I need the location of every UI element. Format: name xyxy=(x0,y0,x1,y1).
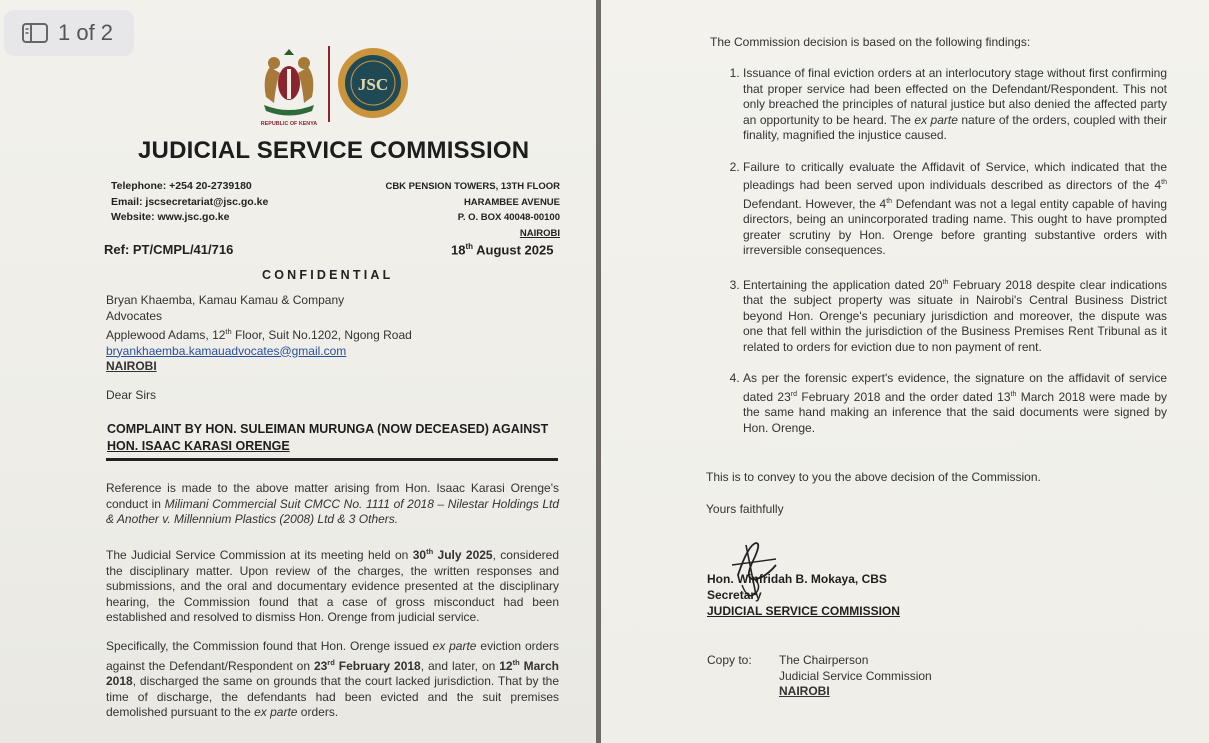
recipient-line: Bryan Khaemba, Kamau Kamau & Company xyxy=(106,293,345,307)
letter-page-2 xyxy=(601,0,1209,743)
contact-block xyxy=(111,179,268,226)
subject-heading xyxy=(107,421,548,455)
sidebar-icon xyxy=(22,23,48,43)
coat-of-arms-icon xyxy=(250,47,328,131)
finding-item: 1. Issuance of final eviction orders at an interlocutory stage without first confirming that proper service had been effected on the Defendant/Respondent. This not only breached the principles of natural justice but also denied the affected party an opportunity to be heard. The ex parte nature of the orders, coupled with their finality, magnified the injustice caused. xyxy=(743,66,1167,144)
finding-item: 2. Failure to critically evaluate the Affidavit of Service, which indicated that the pleadings had been served upon individuals described as directors of the 4th Defendant. However, the 4th Defendant was not a legal entity capable of having directors, being an unincorporated trading name. This ought to have prompted greater scrutiny by Hon. Orenge before granting substantive orders with irreversible consequences. xyxy=(743,160,1167,259)
finding-item: 4. As per the forensic expert's evidence, the signature on the affidavit of service dated 23rd February 2018 and the order dated 13th March 2018 were made by the same hand making an inference that the said documents were signed by Hon. Orenge. xyxy=(743,371,1167,436)
subject-line: HON. ISAAC KARASI ORENGE xyxy=(107,439,290,453)
address-city: NAIROBI xyxy=(519,227,560,239)
page-indicator[interactable] xyxy=(4,10,134,56)
recipient-email-link[interactable]: bryankhaemba.kamauadvocates@gmail.com xyxy=(106,343,347,358)
signer-org: JUDICIAL SERVICE COMMISSION xyxy=(707,604,900,618)
letterhead-divider xyxy=(328,46,330,122)
subject-line: COMPLAINT BY HON. SULEIMAN MURUNGA (NOW DECEASED) AGAINST xyxy=(107,422,549,436)
letter-page-1 xyxy=(0,0,596,743)
paragraph-findings: Specifically, the Commission found that Hon. Orenge issued ex parte eviction orders against the Defendant/Respondent on 23rd February 2018, and later, on 12th March 2018, discharged the same on grounds that the court lacked jurisdiction. That by the time of discharge, the defendants had been evicted and the suit premises demolished pursuant to the ex parte orders. xyxy=(106,639,560,719)
recipient-city: NAIROBI xyxy=(106,359,157,373)
paragraph-meeting: The Judicial Service Commission at its meeting held on 30th July 2025, considered the disciplinary matter. Upon review of the charges, the written responses and submissions, and the oral and documentary evidence presented at the disciplinary hearing, the Commission found that a case of gross misconduct had been established and resolved to dismiss Hon. Orenge from judicial service. xyxy=(106,547,560,624)
seal-text: JSC xyxy=(357,75,389,94)
reference-number: Ref: PT/CMPL/41/716 xyxy=(104,242,234,257)
letterhead-title: JUDICIAL SERVICE COMMISSION xyxy=(138,137,530,164)
arms-caption: REPUBLIC OF KENYA xyxy=(260,121,318,127)
copy-recipients xyxy=(779,653,932,700)
address-line: CBK PENSION TOWERS, 13TH FLOOR xyxy=(385,181,560,192)
website: Website: www.jsc.go.ke xyxy=(111,211,230,223)
copy-line: The Chairperson xyxy=(779,653,869,667)
closing-line: Yours faithfully xyxy=(706,502,784,516)
recipient-block xyxy=(106,293,412,375)
finding-item: 3. Entertaining the application dated 20th February 2018 despite clear indications that the subject property was situate in Nairobi's Central Business District beyond Hon. Orenge's pecuniary jurisdiction and moreover, the dispute was one that fell within the jurisdiction of the Business Premises Rent Tribunal as it related to orders for eviction due to non payment of rent. xyxy=(743,275,1167,356)
convey-line: This is to convey to you the above decision of the Commission. xyxy=(706,470,1041,484)
jsc-seal-icon xyxy=(337,47,409,119)
copy-city: NAIROBI xyxy=(779,684,830,698)
email: Email: jscsecretariat@jsc.go.ke xyxy=(111,195,269,208)
findings-intro: The Commission decision is based on the following findings: xyxy=(710,35,1031,49)
confidential-label: CONFIDENTIAL xyxy=(262,268,394,282)
recipient-line: Applewood Adams, 12th Floor, Suit No.1202, Ngong Road xyxy=(106,327,412,342)
salutation: Dear Sirs xyxy=(106,388,157,402)
signature-block xyxy=(707,571,900,619)
subject-rule xyxy=(106,458,558,461)
recipient-line: Advocates xyxy=(106,308,163,323)
paragraph-reference: Reference is made to the above matter arising from Hon. Isaac Karasi Orenge's conduct in Milimani Commercial Suit CMCC No. 1111 of 2018 – Nilestar Holdings Ltd & Another v. Millennium Plastics (2008) Ltd & 3 Others. xyxy=(106,481,559,526)
copy-label: Copy to: xyxy=(707,653,752,667)
copy-line: Judicial Service Commission xyxy=(779,668,932,683)
signer-title: Secretary xyxy=(707,588,762,602)
page-count: 1 of 2 xyxy=(58,20,114,45)
address-line: P. O. BOX 40048-00100 xyxy=(457,212,560,223)
letter-date: 18th August 2025 xyxy=(451,242,554,258)
findings-list xyxy=(705,66,1167,452)
address-block xyxy=(360,179,560,241)
telephone: Telephone: +254 20-2739180 xyxy=(111,180,252,192)
signer-name: Hon. Winfridah B. Mokaya, CBS xyxy=(707,572,887,586)
address-line: HARAMBEE AVENUE xyxy=(463,196,560,208)
